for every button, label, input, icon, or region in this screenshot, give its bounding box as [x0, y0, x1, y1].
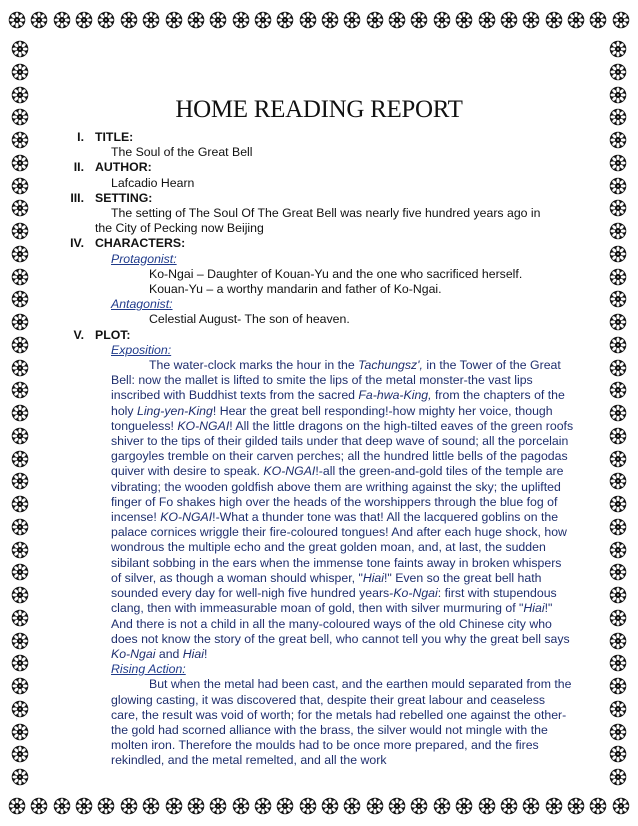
border-ornament-icon — [11, 290, 29, 308]
border-ornament-icon — [11, 677, 29, 695]
border-ornament-icon — [53, 11, 71, 29]
border-ornament-icon — [11, 313, 29, 331]
antagonist-entry: Celestial August- The son of heaven. — [149, 312, 350, 327]
section-heading: AUTHOR: — [95, 160, 152, 175]
setting-text-line2: the City of Pecking now Beijing — [95, 221, 264, 236]
border-ornament-icon — [11, 86, 29, 104]
section-plot — [40, 328, 575, 343]
page-border-right — [598, 40, 638, 786]
author-name: Lafcadio Hearn — [111, 175, 195, 190]
border-ornament-icon — [11, 359, 29, 377]
page-border-left — [0, 40, 40, 786]
antagonist-label: Antagonist: — [111, 297, 173, 312]
section-number: II. — [73, 160, 84, 175]
section-author — [40, 160, 575, 175]
border-ornament-icon — [455, 797, 473, 815]
border-ornament-icon — [11, 40, 29, 58]
border-ornament-icon — [11, 768, 29, 786]
report-content — [40, 130, 575, 769]
border-ornament-icon — [232, 797, 250, 815]
rising-action-paragraph: But when the metal had been cast, and the earthen mould separated from the glowing casting, it was discovered that, despite their great labour and ceaseless care, the result was void of worth; for the metals had rebelled one against the other-the gold had scorned alliance with the brass, the silver would not mingle with the molten iron. Therefore the moulds had to be once more prepared, and the fires rekindled, and the metal remelted, and all the work — [111, 677, 572, 768]
border-ornament-icon — [609, 40, 627, 58]
border-ornament-icon — [366, 11, 384, 29]
section-number: I. — [77, 130, 84, 144]
border-ornament-icon — [11, 609, 29, 627]
border-ornament-icon — [11, 154, 29, 172]
border-ornament-icon — [522, 11, 540, 29]
border-ornament-icon — [11, 541, 29, 559]
border-ornament-icon — [232, 11, 250, 29]
border-ornament-icon — [500, 797, 518, 815]
border-ornament-icon — [11, 654, 29, 672]
border-ornament-icon — [612, 797, 630, 815]
border-ornament-icon — [11, 222, 29, 240]
border-ornament-icon — [388, 11, 406, 29]
border-ornament-icon — [8, 797, 26, 815]
border-ornament-icon — [455, 11, 473, 29]
border-ornament-icon — [609, 654, 627, 672]
border-ornament-icon — [609, 518, 627, 536]
border-ornament-icon — [609, 427, 627, 445]
border-ornament-icon — [433, 797, 451, 815]
border-ornament-icon — [11, 404, 29, 422]
section-heading: SETTING: — [95, 190, 153, 205]
border-ornament-icon — [609, 359, 627, 377]
border-ornament-icon — [11, 268, 29, 286]
exposition-paragraph: The water-clock marks the hour in the Tachungsz', in the Tower of the Great Bell: now the mallet is lifted to smite the lips of the metal monster-the vast lips inscribed with Buddhist texts from the sacred Fa-hwa-King, from the chapters of the holy Ling-yen-King! Hear the great bell responding!-how mighty her voice, though tongueless! KO-NGAI! All the little dragons on the high-tilted eaves of the green roofs shiver to the tips of their gilded tails under that deep wave of sound; all the porcelain gargoyles tremble on their carven perches; all the hundred little bells of the pagodas quiver with desire to speak. KO-NGAI!-all the green-and-gold tiles of the temple are vibrating; the wooden goldfish above them are writhing against the sky; the uplifted finger of Fo shakes high over the heads of the worshippers through the blue fog of incense! KO-NGAI!-What a thunder tone was that! All the lacquered goblins on the palace cornices wriggle their fire-coloured tongues! And after each huge shock, how wondrous the multiple echo and the great golden moan, and, at last, the sudden sibilant sobbing in the ears when the immense tone faints away in broken whispers of silver, as though a woman should whisper, "Hiai!" Even so the great bell hath sounded every day for well-nigh five hundred years-Ko-Ngai: first with stupendous clang, then with immeasurable moan of gold, then with silver murmuring of "Hiai!" And there is not a child in all the many-coloured ways of the old Chinese city who does not know the story of the great bell, who cannot tell you why the great bell says Ko-Ngai and Hiai! — [111, 358, 574, 661]
border-ornament-icon — [11, 745, 29, 763]
border-ornament-icon — [609, 381, 627, 399]
border-ornament-icon — [276, 797, 294, 815]
border-ornament-icon — [609, 63, 627, 81]
border-ornament-icon — [75, 797, 93, 815]
border-ornament-icon — [609, 336, 627, 354]
border-ornament-icon — [11, 245, 29, 263]
border-ornament-icon — [11, 381, 29, 399]
border-ornament-icon — [609, 222, 627, 240]
border-ornament-icon — [609, 86, 627, 104]
protagonist-label: Protagonist: — [111, 251, 177, 266]
border-ornament-icon — [366, 797, 384, 815]
report-document — [40, 40, 598, 786]
border-ornament-icon — [609, 677, 627, 695]
border-ornament-icon — [142, 797, 160, 815]
section-setting — [40, 191, 575, 206]
border-ornament-icon — [11, 199, 29, 217]
section-number: V. — [73, 327, 84, 342]
border-ornament-icon — [11, 108, 29, 126]
border-ornament-icon — [11, 131, 29, 149]
border-ornament-icon — [567, 11, 585, 29]
border-ornament-icon — [11, 450, 29, 468]
border-ornament-icon — [609, 723, 627, 741]
border-ornament-icon — [609, 268, 627, 286]
border-ornament-icon — [209, 797, 227, 815]
border-ornament-icon — [609, 472, 627, 490]
border-ornament-icon — [433, 11, 451, 29]
border-ornament-icon — [343, 11, 361, 29]
border-ornament-icon — [11, 427, 29, 445]
border-ornament-icon — [609, 290, 627, 308]
border-ornament-icon — [609, 541, 627, 559]
border-ornament-icon — [609, 404, 627, 422]
border-ornament-icon — [142, 11, 160, 29]
border-ornament-icon — [254, 11, 272, 29]
border-ornament-icon — [11, 518, 29, 536]
border-ornament-icon — [609, 632, 627, 650]
border-ornament-icon — [165, 11, 183, 29]
border-ornament-icon — [299, 797, 317, 815]
border-ornament-icon — [321, 11, 339, 29]
border-ornament-icon — [609, 177, 627, 195]
border-ornament-icon — [609, 108, 627, 126]
border-ornament-icon — [11, 632, 29, 650]
border-ornament-icon — [567, 797, 585, 815]
border-ornament-icon — [187, 11, 205, 29]
border-ornament-icon — [388, 797, 406, 815]
border-ornament-icon — [120, 11, 138, 29]
border-ornament-icon — [11, 336, 29, 354]
border-ornament-icon — [609, 586, 627, 604]
border-ornament-icon — [343, 797, 361, 815]
border-ornament-icon — [11, 723, 29, 741]
border-ornament-icon — [97, 797, 115, 815]
section-heading: CHARACTERS: — [95, 236, 186, 251]
border-ornament-icon — [478, 797, 496, 815]
border-ornament-icon — [609, 313, 627, 331]
border-ornament-icon — [545, 797, 563, 815]
border-ornament-icon — [609, 199, 627, 217]
border-ornament-icon — [8, 11, 26, 29]
border-ornament-icon — [30, 797, 48, 815]
border-ornament-icon — [30, 11, 48, 29]
page-title: HOME READING REPORT — [175, 96, 463, 123]
section-heading: PLOT: — [95, 327, 131, 342]
border-ornament-icon — [589, 11, 607, 29]
border-ornament-icon — [75, 11, 93, 29]
border-ornament-icon — [11, 63, 29, 81]
border-ornament-icon — [545, 11, 563, 29]
border-ornament-icon — [410, 11, 428, 29]
border-ornament-icon — [609, 563, 627, 581]
border-ornament-icon — [609, 495, 627, 513]
protagonist-entry: Kouan-Yu – a worthy mandarin and father of Ko-Ngai. — [149, 282, 442, 297]
section-number: IV. — [70, 236, 84, 251]
border-ornament-icon — [276, 11, 294, 29]
border-ornament-icon — [187, 797, 205, 815]
border-ornament-icon — [254, 797, 272, 815]
border-ornament-icon — [609, 700, 627, 718]
rising-action-label: Rising Action: — [111, 662, 186, 677]
border-ornament-icon — [11, 495, 29, 513]
section-characters — [40, 236, 575, 251]
border-ornament-icon — [609, 245, 627, 263]
border-ornament-icon — [11, 586, 29, 604]
border-ornament-icon — [209, 11, 227, 29]
section-heading: TITLE: — [95, 130, 134, 144]
protagonist-entry: Ko-Ngai – Daughter of Kouan-Yu and the one who sacrificed herself. — [149, 266, 523, 281]
border-ornament-icon — [609, 154, 627, 172]
border-ornament-icon — [522, 797, 540, 815]
exposition-label: Exposition: — [111, 342, 172, 357]
border-ornament-icon — [609, 768, 627, 786]
section-number: III. — [70, 190, 84, 205]
setting-text-line1: The setting of The Soul Of The Great Bell was nearly five hundred years ago in — [111, 206, 541, 221]
border-ornament-icon — [11, 700, 29, 718]
border-ornament-icon — [53, 797, 71, 815]
border-ornament-icon — [165, 797, 183, 815]
border-ornament-icon — [321, 797, 339, 815]
border-ornament-icon — [609, 609, 627, 627]
border-ornament-icon — [11, 563, 29, 581]
border-ornament-icon — [478, 11, 496, 29]
page-border-bottom — [0, 786, 638, 826]
border-ornament-icon — [500, 11, 518, 29]
border-ornament-icon — [11, 177, 29, 195]
section-title — [40, 130, 575, 145]
border-ornament-icon — [97, 11, 115, 29]
border-ornament-icon — [609, 450, 627, 468]
border-ornament-icon — [589, 797, 607, 815]
border-ornament-icon — [410, 797, 428, 815]
border-ornament-icon — [609, 131, 627, 149]
border-ornament-icon — [120, 797, 138, 815]
border-ornament-icon — [609, 745, 627, 763]
book-title: The Soul of the Great Bell — [111, 145, 253, 160]
page-border-top — [0, 0, 638, 40]
border-ornament-icon — [299, 11, 317, 29]
border-ornament-icon — [11, 472, 29, 490]
border-ornament-icon — [612, 11, 630, 29]
